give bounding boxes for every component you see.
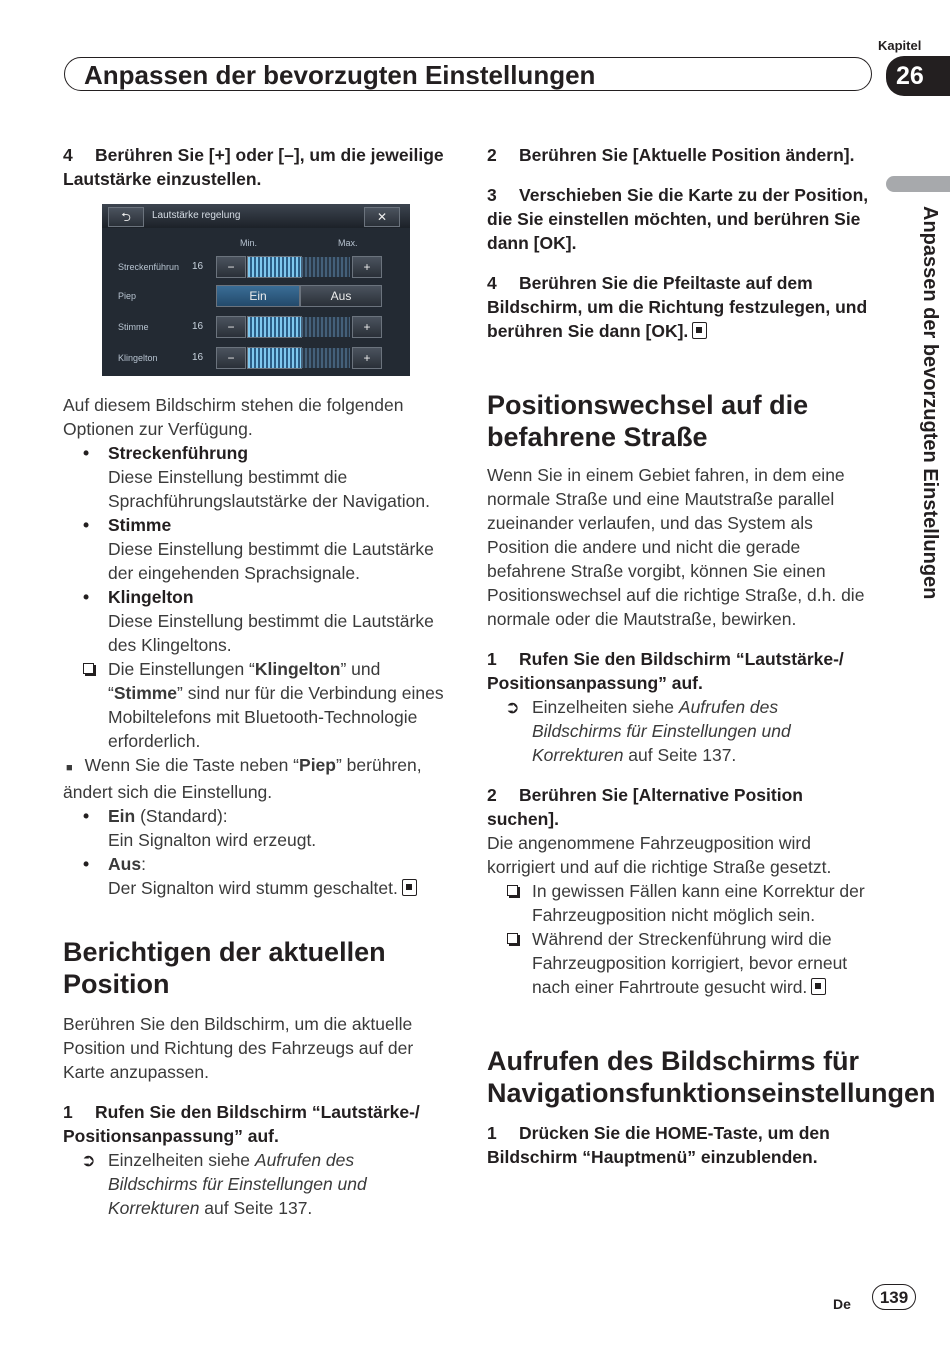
- step-1-home: 1 Drücken Sie die HOME-Taste, um den Bildschirm “Hauptmenü” einzublenden.: [487, 1123, 830, 1167]
- row-label-klingelton: Klingelton: [118, 353, 158, 363]
- step-1-left: 1 Rufen Sie den Bildschirm “Lautstärke-/ Positionsanpassung” auf.: [63, 1102, 420, 1146]
- step-4: 4 Berühren Sie [+] oder [–], um die jeweilige Lautstärke einzustellen.: [63, 145, 444, 189]
- step-2b-text: Die angenommene Fahrzeugposition wird korrigiert und auf die richtige Straße gesetzt.: [487, 833, 832, 877]
- row-label-stimme: Stimme: [118, 322, 149, 332]
- note-bluetooth: Die Einstellungen “Klingelton” und “Stimme” sind nur für die Verbindung eines Mobiltelefons mit Bluetooth-Technologie erforderlich.: [63, 657, 448, 753]
- row-value-strecke: 16: [192, 261, 204, 272]
- piep-off-button[interactable]: Aus: [300, 285, 382, 307]
- plus-button-klingelton[interactable]: +: [352, 347, 382, 369]
- row-label-strecke: Streckenführun: [118, 262, 180, 272]
- end-mark-icon: [402, 879, 417, 896]
- plus-button-strecke[interactable]: +: [352, 256, 382, 278]
- note-korrektur: In gewissen Fällen kann eine Korrektur der Fahrzeugposition nicht möglich sein.: [487, 879, 872, 927]
- item-klingelton: • Klingelton Diese Einstellung bestimmt die Lautstärke des Klingeltons.: [83, 587, 434, 655]
- row-value-klingelton: 16: [192, 352, 204, 363]
- bullet-icon: •: [83, 515, 90, 535]
- item-ein: • Ein (Standard): Ein Signalton wird erzeugt.: [83, 806, 317, 850]
- step-3-right: 3 Verschieben Sie die Karte zu der Position, die Sie einstellen möchten, und berühren Sie dann [OK].: [487, 185, 869, 253]
- side-section-title: Anpassen der bevorzugten Einstellungen: [919, 206, 941, 600]
- section-text-berichtigen: Berühren Sie den Bildschirm, um die aktuelle Position und Richtung des Fahrzeugs auf der Karte anzupassen.: [63, 1014, 414, 1082]
- min-label: Min.: [240, 238, 258, 248]
- level-bar-klingelton[interactable]: [247, 347, 302, 369]
- chapter-label: Kapitel: [878, 38, 922, 53]
- level-bar-strecke[interactable]: [247, 256, 302, 278]
- back-icon[interactable]: ⮌: [108, 207, 144, 227]
- square-bullet-icon: ■: [66, 762, 73, 774]
- note-icon: [83, 657, 94, 681]
- reference-left: ➲ Einzelheiten siehe Aufrufen des Bildschirms für Einstellungen und Korrekturen auf Seite 137.: [81, 1150, 367, 1218]
- row-value-stimme: 16: [192, 321, 204, 332]
- chapter-number: 26: [886, 56, 950, 96]
- end-mark-icon: [692, 322, 707, 339]
- end-mark-icon: [811, 978, 826, 995]
- close-icon[interactable]: ✕: [364, 207, 400, 227]
- max-label: Max.: [338, 238, 358, 248]
- page-title: Anpassen der bevorzugten Einstellungen: [84, 60, 596, 90]
- step-4-right: 4 Berühren Sie die Pfeiltaste auf dem Bildschirm, um die Richtung festzulegen, und berühren Sie dann [OK].: [487, 273, 868, 341]
- piep-on-button[interactable]: Ein: [216, 285, 300, 307]
- side-tab: [886, 176, 950, 192]
- minus-button-strecke[interactable]: −: [216, 256, 246, 278]
- bullet-icon: •: [83, 806, 90, 826]
- bullet-icon: •: [83, 443, 90, 463]
- section-title-aufrufen: Aufrufen des Bildschirms für Navigationsfunktionseinstellungen: [487, 1046, 936, 1108]
- left-column-top: [63, 143, 448, 191]
- level-empty-stimme: [301, 317, 350, 337]
- bullet-icon: •: [83, 587, 90, 607]
- level-bar-stimme[interactable]: [247, 316, 302, 338]
- step-2b-right: 2 Berühren Sie [Alternative Position suchen].: [487, 785, 803, 829]
- row-label-piep: Piep: [118, 291, 137, 301]
- page-number: 139: [872, 1284, 916, 1310]
- item-streckenfuehrung: • Streckenführung Diese Einstellung bestimmt die Sprachführungslautstärke der Navigation.: [83, 443, 430, 511]
- minus-button-klingelton[interactable]: −: [216, 347, 246, 369]
- left-column-section: [63, 936, 448, 1220]
- note-fahrtroute: Während der Streckenführung wird die Fahrzeugposition korrigiert, bevor erneut nach einer Fahrtroute gesucht wird.: [487, 927, 872, 999]
- language-label: De: [833, 1296, 851, 1312]
- arrow-right-icon: ➲: [81, 1150, 96, 1170]
- step-1-right: 1 Rufen Sie den Bildschirm “Lautstärke-/ Positionsanpassung” auf.: [487, 649, 844, 693]
- reference-right: ➲ Einzelheiten siehe Aufrufen des Bildschirms für Einstellungen und Korrekturen auf Seite 137.: [505, 697, 791, 765]
- minus-button-stimme[interactable]: −: [216, 316, 246, 338]
- note-icon: [507, 879, 518, 903]
- level-empty-strecke: [301, 257, 350, 277]
- level-empty-klingelton: [301, 348, 350, 368]
- bullet-icon: •: [83, 854, 90, 874]
- section-title-berichtigen: Berichtigen der aktuellen Position: [63, 937, 386, 999]
- plus-button-stimme[interactable]: +: [352, 316, 382, 338]
- volume-screen: [102, 204, 410, 376]
- note-icon: [507, 927, 518, 951]
- intro-text: Auf diesem Bildschirm stehen die folgenden Optionen zur Verfügung.: [63, 395, 404, 439]
- section-title-positionswechsel: Positionswechsel auf die befahrene Straße: [487, 390, 809, 452]
- section-text-positionswechsel: Wenn Sie in einem Gebiet fahren, in dem eine normale Straße und eine Mautstraße parallel zueinander verlaufen, und das System als Position die andere und nicht die gerade befahrene Straße vorgibt, können Sie einen Positionswechsel auf die richtige Straße, d.h. die normale oder die Mautstraße, bewirken.: [487, 465, 865, 629]
- step-2-right: 2 Berühren Sie [Aktuelle Position ändern].: [487, 145, 855, 165]
- item-stimme: • Stimme Diese Einstellung bestimmt die Lautstärke der eingehenden Sprachsignale.: [83, 515, 434, 583]
- piep-text: ■ Wenn Sie die Taste neben “Piep” berühren, ändert sich die Einstellung.: [63, 755, 422, 802]
- left-column-body: [63, 393, 448, 900]
- screen-title: Lautstärke regelung: [152, 210, 241, 221]
- arrow-right-icon: ➲: [505, 697, 520, 717]
- item-aus: • Aus: Der Signalton wird stumm geschaltet.: [63, 852, 448, 900]
